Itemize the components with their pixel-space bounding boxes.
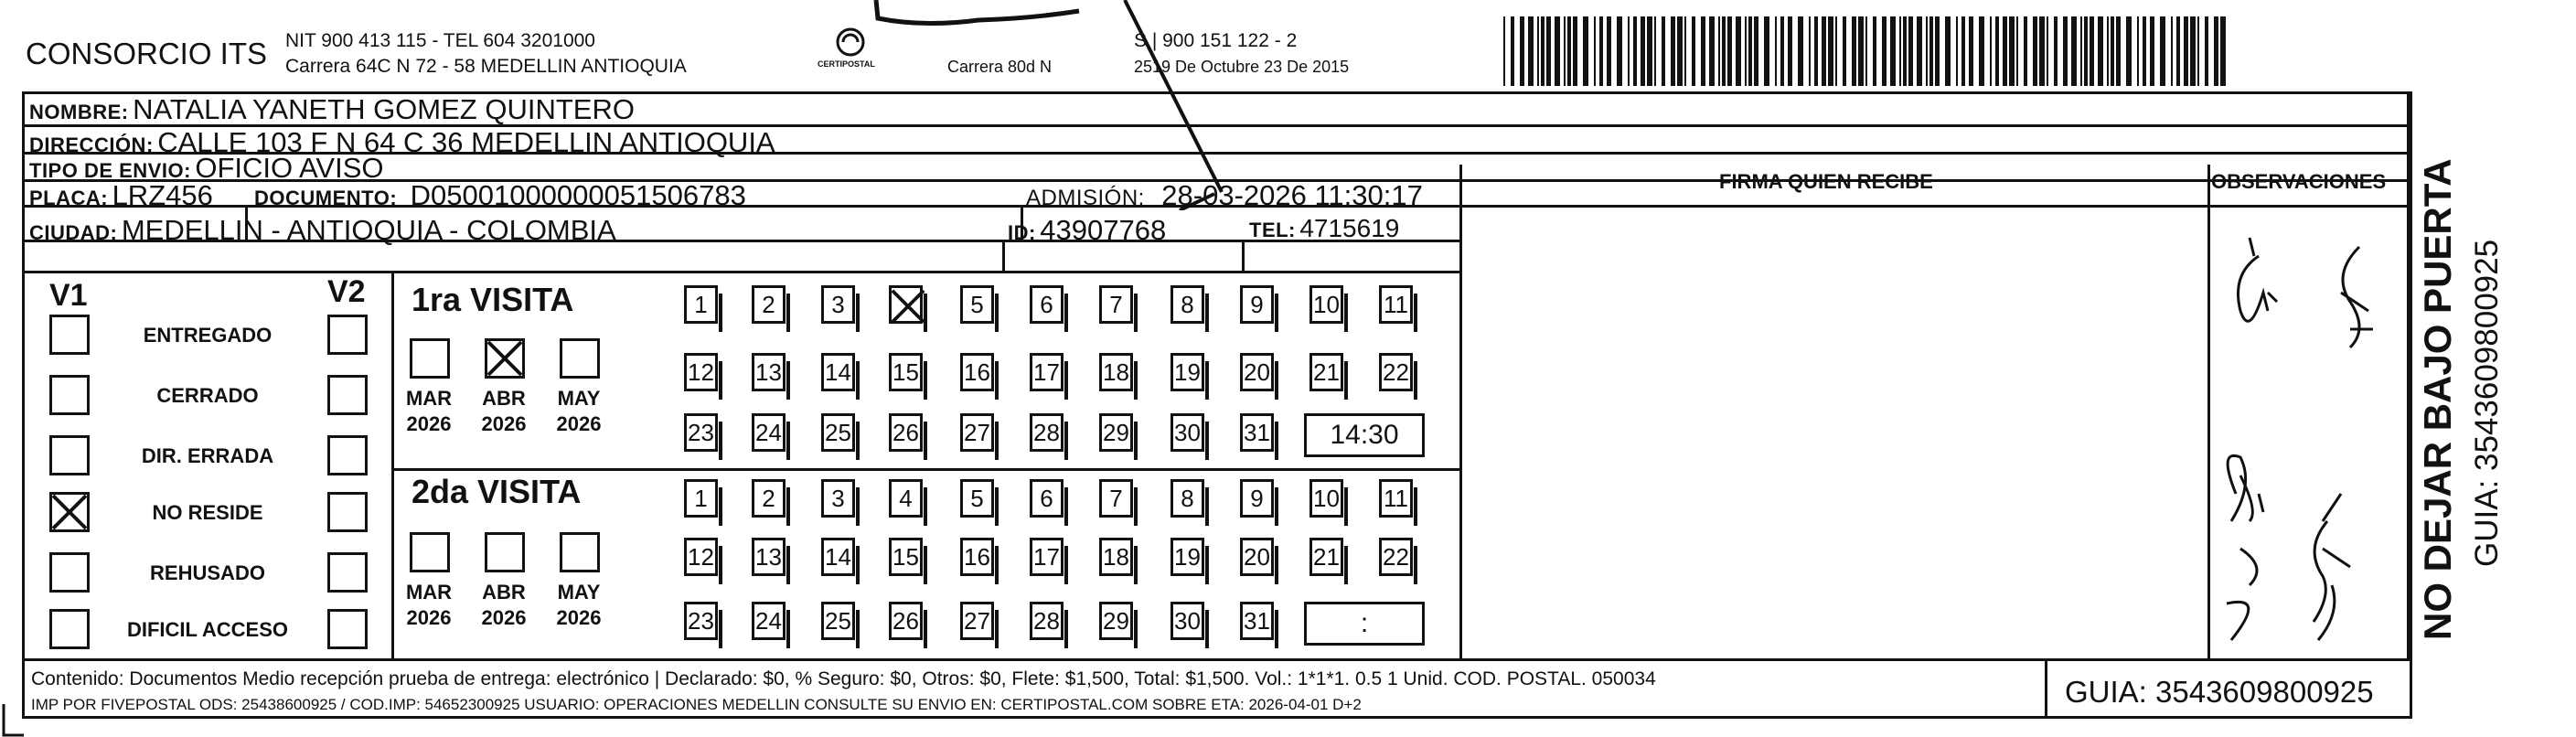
day-box[interactable]: 25 [821,413,855,452]
day-box[interactable]: 8 [1170,479,1204,518]
barcode-bar [2150,16,2154,86]
barcode-bar [1995,16,1999,86]
barcode-bar [1564,16,1566,86]
barcode-bar [2190,16,2197,86]
barcode-bar [1858,16,1865,86]
barcode-bar [2220,16,2227,86]
barcode-bar [2107,16,2109,86]
day-box[interactable]: 11 [1379,285,1413,324]
barcode-bar [1692,16,1695,86]
barcode-bar [1599,16,1603,86]
barcode [1503,16,2229,86]
barcode-bar [1567,16,1571,86]
status-label: DIFICIL ACCESO [126,618,288,641]
day-box[interactable]: 25 [821,602,855,640]
day-box[interactable]: 4 [889,479,923,518]
barcode-bar [1748,16,1752,86]
day-box[interactable]: 27 [960,602,994,640]
barcode-bar [2080,16,2082,86]
day-box[interactable]: 12 [684,538,718,576]
month-label: ABR 2026 [481,581,527,629]
day-box[interactable]: 5 [960,479,994,518]
month-label: MAR 2026 [405,387,453,435]
month-checkbox[interactable] [560,338,600,379]
day-box[interactable]: 16 [960,538,994,576]
barcode-bar [1780,16,1784,86]
city-label: CIUDAD: [29,221,118,244]
time-field[interactable]: 14:30 [1304,413,1425,457]
barcode-bar [2126,16,2132,86]
month-checkbox[interactable] [485,532,525,572]
time-field[interactable]: : [1304,602,1425,646]
day-box[interactable]: 1 [684,285,718,324]
barcode-bar [2003,16,2007,86]
plate-value: LRZ456 [112,179,213,211]
day-box[interactable]: 21 [1309,353,1343,391]
barcode-bar [1633,16,1637,86]
barcode-bar [2084,16,2088,86]
admission-value: 28-03-2026 11:30:17 [1161,179,1423,211]
barcode-bar [2039,16,2046,86]
barcode-bar [1873,16,1876,86]
day-box[interactable]: 7 [1099,285,1133,324]
barcode-bar [2098,16,2104,86]
status-v1-checkbox[interactable] [49,375,90,415]
document-value: D05001000000051506783 [410,179,746,211]
day-box[interactable]: 22 [1379,538,1413,576]
barcode-bar [1843,16,1846,86]
barcode-bar [1628,16,1630,86]
footer-guide: GUIA: 3543609800925 [2065,675,2374,709]
month-checkbox[interactable] [410,532,450,572]
day-box[interactable]: 23 [684,602,718,640]
month-checkbox[interactable] [485,338,525,379]
barcode-bar [1814,16,1818,86]
day-box[interactable]: 19 [1170,353,1204,391]
tel-value: 4715619 [1299,214,1400,242]
barcode-bar [1945,16,1951,86]
day-box[interactable]: 20 [1240,538,1274,576]
barcode-bar [1822,16,1826,86]
name-label: NOMBRE: [29,101,129,123]
barcode-bar [1684,16,1686,86]
status-label: ENTREGADO [143,324,273,347]
barcode-bar [2054,16,2058,86]
barcode-bar [1718,16,1720,86]
barcode-bar [2016,16,2018,86]
day-box[interactable]: 2 [752,285,786,324]
barcode-bar [2071,16,2078,86]
barcode-bar [1956,16,1958,86]
barcode-bar [1537,16,1539,86]
barcode-bar [1917,16,1923,86]
day-box[interactable]: 1 [684,479,718,518]
status-v1-checkbox[interactable] [49,315,90,355]
status-v1-checkbox[interactable] [49,552,90,593]
barcode-bar [1662,16,1665,86]
barcode-bar [1541,16,1545,86]
day-box[interactable]: 15 [889,353,923,391]
barcode-bar [1969,16,1973,86]
first-visit-title: 1ra VISITA [412,281,574,318]
barcode-bar [1882,16,1887,86]
barcode-bar [1617,16,1623,86]
day-box[interactable]: 9 [1240,479,1274,518]
day-box[interactable]: 14 [821,353,855,391]
status-label: DIR. ERRADA [141,444,274,467]
status-label: NO RESIDE [152,501,263,524]
barcode-bar [1788,16,1792,86]
recipient-name: NATALIA YANETH GOMEZ QUINTERO [133,93,635,125]
barcode-bar [2024,16,2027,86]
status-v1-checkbox[interactable] [49,492,90,532]
day-box[interactable]: 31 [1240,413,1274,452]
document-label: DOCUMENTO: [254,187,398,209]
status-v2-checkbox[interactable] [327,315,368,355]
barcode-bar [1546,16,1551,86]
barcode-bar [1520,16,1524,86]
day-box[interactable]: 15 [889,538,923,576]
barcode-bar [2111,16,2114,86]
day-box[interactable]: 18 [1099,538,1133,576]
company-nit: NIT 900 413 115 - TEL 604 3201000 [285,30,595,51]
no-under-door-notice: NO DEJAR BAJO PUERTA [2416,158,2459,640]
barcode-bar [1677,16,1683,86]
day-box[interactable]: 11 [1379,479,1413,518]
day-box[interactable]: 17 [1030,353,1064,391]
day-box[interactable]: 10 [1309,285,1343,324]
barcode-bar [1990,16,1992,86]
barcode-bar [2009,16,2015,86]
day-box[interactable]: 17 [1030,538,1064,576]
tel-label: TEL: [1249,219,1296,241]
barcode-bar [1809,16,1811,86]
day-box[interactable]: 2 [752,479,786,518]
barcode-bar [1979,16,1985,86]
day-box[interactable]: 27 [960,413,994,452]
day-box[interactable]: 29 [1099,413,1133,452]
plate-row [29,181,213,209]
day-box[interactable]: 13 [752,353,786,391]
barcode-bar [1745,16,1747,86]
barcode-bar [1890,16,1897,86]
day-box[interactable]: 12 [684,353,718,391]
barcode-bar [2090,16,2094,86]
barcode-bar [2033,16,2037,86]
barcode-bar [1775,16,1777,86]
barcode-bar [2137,16,2139,86]
v1-label: V1 [49,278,88,313]
barcode-bar [2197,16,2199,86]
barcode-bar [2063,16,2068,86]
address-label: DIRECCIÓN: [29,134,154,156]
city-row [29,216,616,244]
barcode-bar [2205,16,2208,86]
city-value: MEDELLIN - ANTIOQUIA - COLOMBIA [121,214,616,246]
barcode-bar [1528,16,1534,86]
day-box[interactable]: 7 [1099,479,1133,518]
id-label: ID: [1008,221,1036,244]
day-box[interactable]: 19 [1170,538,1204,576]
day-box[interactable]: 24 [752,413,786,452]
day-box[interactable]: 20 [1240,353,1274,391]
barcode-bar [1573,16,1577,86]
day-box[interactable]: 3 [821,285,855,324]
barcode-bar [1764,16,1770,86]
barcode-bar [1654,16,1656,86]
day-box[interactable]: 8 [1170,285,1204,324]
v2-label: V2 [327,274,366,309]
barcode-bar [1865,16,1867,86]
barcode-bar [1736,16,1742,86]
barcode-bar [1709,16,1716,86]
barcode-bar [1555,16,1561,86]
day-box[interactable]: 13 [752,538,786,576]
second-visit-title: 2da VISITA [412,473,582,510]
day-box[interactable]: 29 [1099,602,1133,640]
barcode-bar [2116,16,2121,86]
signature-header: FIRMA QUIEN RECIBE [1719,170,1933,193]
barcode-bar [1903,16,1907,86]
status-v2-checkbox[interactable] [327,492,368,532]
pen-stroke [1061,0,1244,210]
name-row [29,95,635,123]
company-address: Carrera 64C N 72 - 58 MEDELLIN ANTIOQUIA [285,56,687,77]
day-box[interactable]: 23 [684,413,718,452]
logo-text: CERTIPOSTAL [818,59,875,69]
barcode-bar [1727,16,1732,86]
barcode-bar [1722,16,1726,86]
day-box[interactable]: 6 [1030,479,1064,518]
barcode-bar [1671,16,1675,86]
status-v2-checkbox[interactable] [327,435,368,475]
tel-row [1249,216,1399,241]
barcode-bar [1828,16,1834,86]
address-row [29,128,775,156]
barcode-bar [1926,16,1928,86]
day-box[interactable]: 18 [1099,353,1133,391]
day-box[interactable]: 9 [1240,285,1274,324]
side-guide-number: GUIA: 3543609800925 [2469,239,2505,567]
center-address: Carrera 80d N [947,58,1053,76]
barcode-bar [1935,16,1940,86]
observations-header: OBSERVACIONES [2211,170,2387,193]
footer-printing: IMP POR FIVEPOSTAL ODS: 25438600925 / COD.IMP: 54652300925 USUARIO: OPERACIONES MEDELLIN CONSULTE SU ENVIO EN: CERTIPOSTAL.COM SOBRE ETA: 2026-04-01 D+2 [31,696,1362,713]
barcode-bar [1647,16,1653,86]
shipment-type: OFICIO AVISO [195,152,384,184]
day-box[interactable]: 26 [889,602,923,640]
day-box[interactable]: 24 [752,602,786,640]
status-v2-checkbox[interactable] [327,375,368,415]
footer-content: Contenido: Documentos Medio recepción prueba de entrega: electrónico | Declarado: $0, % Seguro: $0, Otros: $0, Flete: $1,500, Total: $1,500. Vol.: 1*1*1. 0.5 1 Unid. COD. POSTAL. 050034 [31,668,1656,689]
barcode-bar [1701,16,1705,86]
day-box[interactable] [889,285,923,324]
company-name: CONSORCIO ITS [26,37,268,70]
month-label: ABR 2026 [481,387,527,435]
barcode-bar [2047,16,2048,86]
status-label: CERRADO [156,384,259,407]
plate-label: PLACA: [29,187,109,209]
day-box[interactable]: 31 [1240,602,1274,640]
month-checkbox[interactable] [560,532,600,572]
handwritten-signature [2213,219,2405,649]
barcode-bar [1798,16,1804,86]
recipient-address: CALLE 103 F N 64 C 36 MEDELLIN ANTIOQUIA [157,126,775,158]
day-box[interactable]: 28 [1030,602,1064,640]
type-row [29,154,384,182]
barcode-bar [1908,16,1913,86]
day-box[interactable]: 26 [889,413,923,452]
barcode-bar [1594,16,1596,86]
month-label: MAY 2026 [556,387,602,435]
day-box[interactable]: 14 [821,538,855,576]
month-label: MAY 2026 [556,581,602,629]
day-box[interactable]: 10 [1309,479,1343,518]
admission-label: ADMISIÓN: [1026,186,1145,210]
barcode-bar [1929,16,1933,86]
type-label: TIPO DE ENVIO: [29,159,191,182]
barcode-bar [2160,16,2166,86]
barcode-bar [1641,16,1645,86]
day-box[interactable]: 30 [1170,413,1204,452]
day-box[interactable]: 28 [1030,413,1064,452]
barcode-bar [1511,16,1514,86]
corner-bracket [0,704,27,737]
barcode-bar [2176,16,2180,86]
day-box[interactable]: 3 [821,479,855,518]
day-box[interactable]: 16 [960,353,994,391]
document-row [254,181,746,209]
id-value: 43907768 [1040,214,1167,246]
status-v2-checkbox[interactable] [327,552,368,593]
day-box[interactable]: 6 [1030,285,1064,324]
status-v1-checkbox[interactable] [49,609,90,649]
barcode-bar [2184,16,2188,86]
barcode-bar [1754,16,1758,86]
month-label: MAR 2026 [405,581,453,629]
barcode-bar [1899,16,1901,86]
license-line-2: 2519 De Octubre 23 De 2015 [1134,58,1350,76]
barcode-bar [2171,16,2173,86]
barcode-bar [1961,16,1965,86]
month-checkbox[interactable] [410,338,450,379]
id-row [1008,216,1166,244]
day-box[interactable]: 21 [1309,538,1343,576]
day-box[interactable]: 5 [960,285,994,324]
license-line-1: S | 900 151 122 - 2 [1134,30,1298,51]
barcode-bar [2214,16,2218,86]
barcode-bar [1835,16,1837,86]
barcode-bar [1583,16,1589,86]
day-box[interactable]: 30 [1170,602,1204,640]
barcode-bar [1503,16,1505,86]
status-v1-checkbox[interactable] [49,435,90,475]
status-label: REHUSADO [150,561,265,584]
day-box[interactable]: 22 [1379,353,1413,391]
status-v2-checkbox[interactable] [327,609,368,649]
barcode-bar [1852,16,1856,86]
barcode-bar [2143,16,2146,86]
barcode-bar [1607,16,1611,86]
